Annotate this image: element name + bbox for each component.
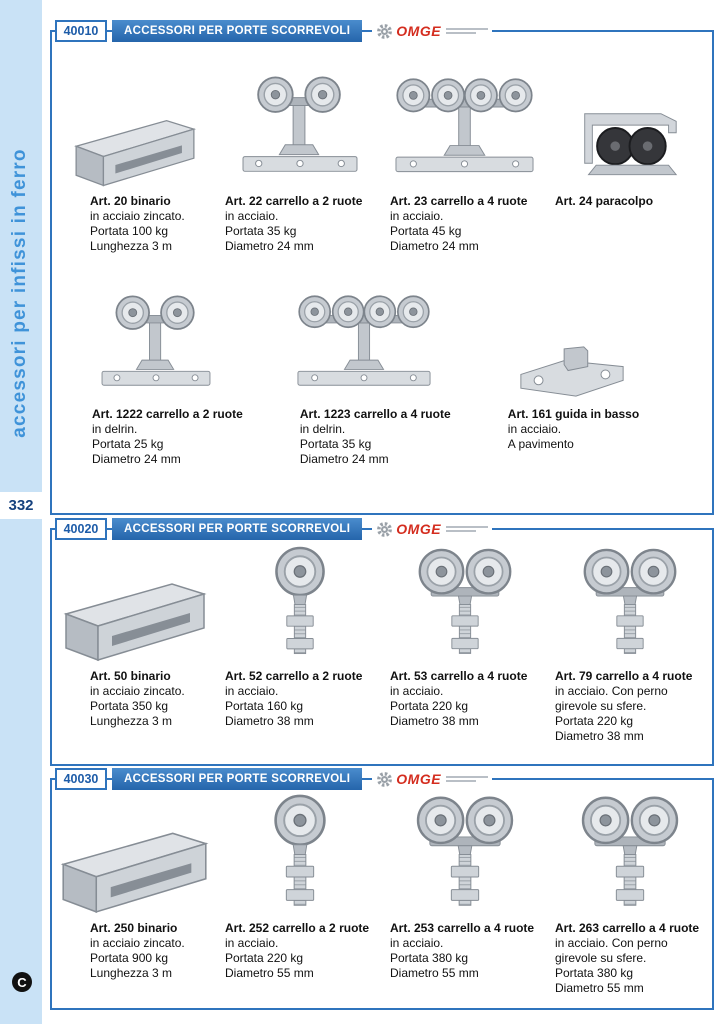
product-title: Art. 79 carrello a 4 ruote: [555, 669, 693, 683]
product-image-box: [52, 284, 260, 402]
product-desc-line: Portata 100 kg: [90, 224, 169, 238]
product-caption: [217, 921, 382, 981]
product-desc-line: Portata 45 kg: [390, 224, 462, 238]
product-cell-art-253: [382, 794, 547, 996]
product-title: Art. 1222 carrello a 2 ruote: [92, 407, 243, 421]
product-caption: [260, 407, 468, 467]
product-desc-line: Diametro 55 mm: [390, 966, 479, 980]
product-desc-line: in acciaio zincato.: [90, 209, 185, 223]
product-caption: [547, 921, 712, 996]
product-desc-line: in acciaio.: [225, 209, 279, 223]
product-image-trolley-2-wheels-bolt: [265, 794, 335, 916]
product-title: Art. 250 binario: [90, 921, 178, 935]
product-caption: [52, 194, 217, 254]
product-image-trolley-4-wheels-swivel: [581, 794, 679, 916]
product-title: Art. 252 carrello a 2 ruote: [225, 921, 370, 935]
product-desc-line: Lunghezza 3 m: [90, 239, 173, 253]
product-cell-art-20: [52, 44, 217, 254]
section-header: [55, 518, 492, 540]
printer-logo: C: [12, 972, 32, 992]
product-desc-line: Portata 900 kg: [90, 951, 169, 965]
brand-tagline-lines: [446, 776, 488, 782]
product-desc-line: Diametro 24 mm: [92, 452, 181, 466]
product-row: [52, 44, 712, 254]
product-desc-line: in acciaio.: [225, 684, 279, 698]
product-image-box: [547, 794, 712, 916]
page-number: 332: [0, 492, 42, 519]
product-title: Art. 20 binario: [90, 194, 171, 208]
product-desc-line: Diametro 38 mm: [390, 714, 479, 728]
section-40020: [50, 521, 714, 766]
product-cell-art-263: [547, 794, 712, 996]
product-image-box: [52, 794, 217, 916]
product-cell-art-23: [382, 44, 547, 254]
section-title: ACCESSORI PER PORTE SCORREVOLI: [112, 518, 362, 540]
product-cell-art-53: [382, 544, 547, 744]
product-title: Art. 50 binario: [90, 669, 171, 683]
product-image-bumper: [577, 108, 682, 189]
product-caption: [217, 194, 382, 254]
section-code: 40030: [55, 768, 107, 790]
product-desc-line: Portata 350 kg: [90, 699, 169, 713]
product-cell-art-1223: [260, 284, 468, 467]
product-image-box: [217, 44, 382, 189]
omge-logo: [372, 768, 492, 790]
section-header: [55, 768, 492, 790]
product-row: [52, 284, 712, 467]
product-cell-art-22: [217, 44, 382, 254]
product-title: Art. 53 carrello a 4 ruote: [390, 669, 528, 683]
product-image-box: [547, 544, 712, 664]
product-image-rail: [71, 112, 199, 189]
product-image-box: [382, 544, 547, 664]
product-caption: [547, 669, 712, 744]
product-image-trolley-2-wheels: [241, 76, 359, 189]
product-row: [52, 794, 712, 996]
section-code: 40020: [55, 518, 107, 540]
product-title: Art. 263 carrello a 4 ruote: [555, 921, 700, 935]
product-desc-line: Portata 220 kg: [555, 714, 634, 728]
product-desc-line: Portata 25 kg: [92, 437, 164, 451]
product-desc-line: in acciaio. Con perno: [555, 684, 668, 698]
product-desc-line: Diametro 55 mm: [225, 966, 314, 980]
product-desc-line: Diametro 24 mm: [390, 239, 479, 253]
product-desc-line: Portata 220 kg: [390, 699, 469, 713]
product-desc-line: in acciaio zincato.: [90, 684, 185, 698]
brand-tagline-lines: [446, 28, 488, 34]
section-title: ACCESSORI PER PORTE SCORREVOLI: [112, 20, 362, 42]
product-desc-line: Diametro 55 mm: [555, 981, 644, 995]
product-row: [52, 544, 712, 744]
product-caption: [547, 194, 712, 209]
product-desc-line: Lunghezza 3 m: [90, 966, 173, 980]
product-title: Art. 161 guida in basso: [507, 407, 640, 421]
product-desc-line: Lunghezza 3 m: [90, 714, 173, 728]
product-desc-line: Portata 160 kg: [225, 699, 304, 713]
section-40030: [50, 771, 714, 1010]
product-image-box: [468, 284, 676, 402]
section-header: [55, 20, 492, 42]
omge-logo: [372, 20, 492, 42]
product-caption: [52, 669, 217, 729]
sidebar-category-label-wrap: [9, 93, 33, 493]
product-caption: [382, 669, 547, 729]
product-desc-line: in acciaio. Con perno: [555, 936, 668, 950]
product-cell-art-250: [52, 794, 217, 996]
section-title: ACCESSORI PER PORTE SCORREVOLI: [112, 768, 362, 790]
product-desc-line: Portata 380 kg: [555, 966, 634, 980]
sidebar-category-label: accessori per infissi in ferro: [9, 148, 30, 438]
product-caption: [52, 921, 217, 981]
product-cell-art-79: [547, 544, 712, 744]
product-image-rail: [57, 823, 212, 916]
product-desc-line: Diametro 38 mm: [225, 714, 314, 728]
product-image-trolley-4-wheels-bolt: [418, 546, 512, 664]
product-desc-line: Portata 380 kg: [390, 951, 469, 965]
brand-name: OMGE: [396, 771, 442, 787]
brand-tagline-lines: [446, 526, 488, 532]
product-desc-line: in acciaio.: [390, 209, 444, 223]
omge-logo: [372, 518, 492, 540]
product-image-box: [52, 544, 217, 664]
product-caption: [217, 669, 382, 729]
product-desc-line: in acciaio.: [507, 422, 562, 436]
brand-name: OMGE: [396, 521, 442, 537]
product-caption: [382, 921, 547, 981]
product-desc-line: girevole su sfere.: [555, 699, 647, 713]
product-cell-art-24: [547, 44, 712, 254]
product-image-rail: [60, 574, 210, 664]
product-image-box: [382, 794, 547, 916]
product-image-box: [382, 44, 547, 189]
product-desc-line: Diametro 24 mm: [225, 239, 314, 253]
product-image-box: [217, 794, 382, 916]
product-desc-line: in delrin.: [299, 422, 346, 436]
product-title: Art. 23 carrello a 4 ruote: [390, 194, 528, 208]
section-40010: [50, 23, 714, 515]
product-title: Art. 52 carrello a 2 ruote: [225, 669, 363, 683]
product-desc-line: Diametro 24 mm: [299, 452, 389, 466]
product-image-box: [217, 544, 382, 664]
brand-name: OMGE: [396, 23, 442, 39]
gear-icon: [376, 771, 393, 788]
product-desc-line: girevole su sfere.: [555, 951, 647, 965]
product-desc-line: in acciaio zincato.: [90, 936, 185, 950]
product-desc-line: Diametro 38 mm: [555, 729, 644, 743]
product-desc-line: A pavimento: [507, 437, 574, 451]
gear-icon: [376, 521, 393, 538]
product-image-trolley-2-wheels-bolt: [267, 546, 333, 664]
product-desc-line: in delrin.: [92, 422, 138, 436]
product-image-trolley-4-wheels: [392, 78, 537, 189]
product-caption: [382, 194, 547, 254]
product-image-floor-guide: [513, 341, 631, 402]
product-title: Art. 253 carrello a 4 ruote: [390, 921, 535, 935]
product-image-trolley-4-wheels-bolt: [416, 794, 514, 916]
product-cell-art-161: [468, 284, 676, 467]
product-desc-line: in acciaio.: [390, 936, 444, 950]
product-cell-art-52: [217, 544, 382, 744]
product-title: Art. 1223 carrello a 4 ruote: [299, 407, 451, 421]
product-desc-line: Portata 220 kg: [225, 951, 304, 965]
product-cell-art-1222: [52, 284, 260, 467]
product-image-trolley-4-wheels-swivel: [583, 546, 677, 664]
product-cell-art-252: [217, 794, 382, 996]
product-image-trolley-4-wheels: [294, 295, 434, 402]
product-image-box: [52, 44, 217, 189]
product-image-box: [547, 44, 712, 189]
product-title: Art. 24 paracolpo: [555, 194, 654, 208]
product-caption: [468, 407, 676, 452]
product-title: Art. 22 carrello a 2 ruote: [225, 194, 363, 208]
product-cell-art-50: [52, 544, 217, 744]
product-caption: [52, 407, 260, 467]
product-desc-line: Portata 35 kg: [225, 224, 297, 238]
gear-icon: [376, 23, 393, 40]
product-image-box: [260, 284, 468, 402]
product-desc-line: Portata 35 kg: [299, 437, 372, 451]
product-desc-line: in acciaio.: [390, 684, 444, 698]
section-code: 40010: [55, 20, 107, 42]
product-image-trolley-2-wheels: [100, 295, 212, 402]
product-desc-line: in acciaio.: [225, 936, 279, 950]
